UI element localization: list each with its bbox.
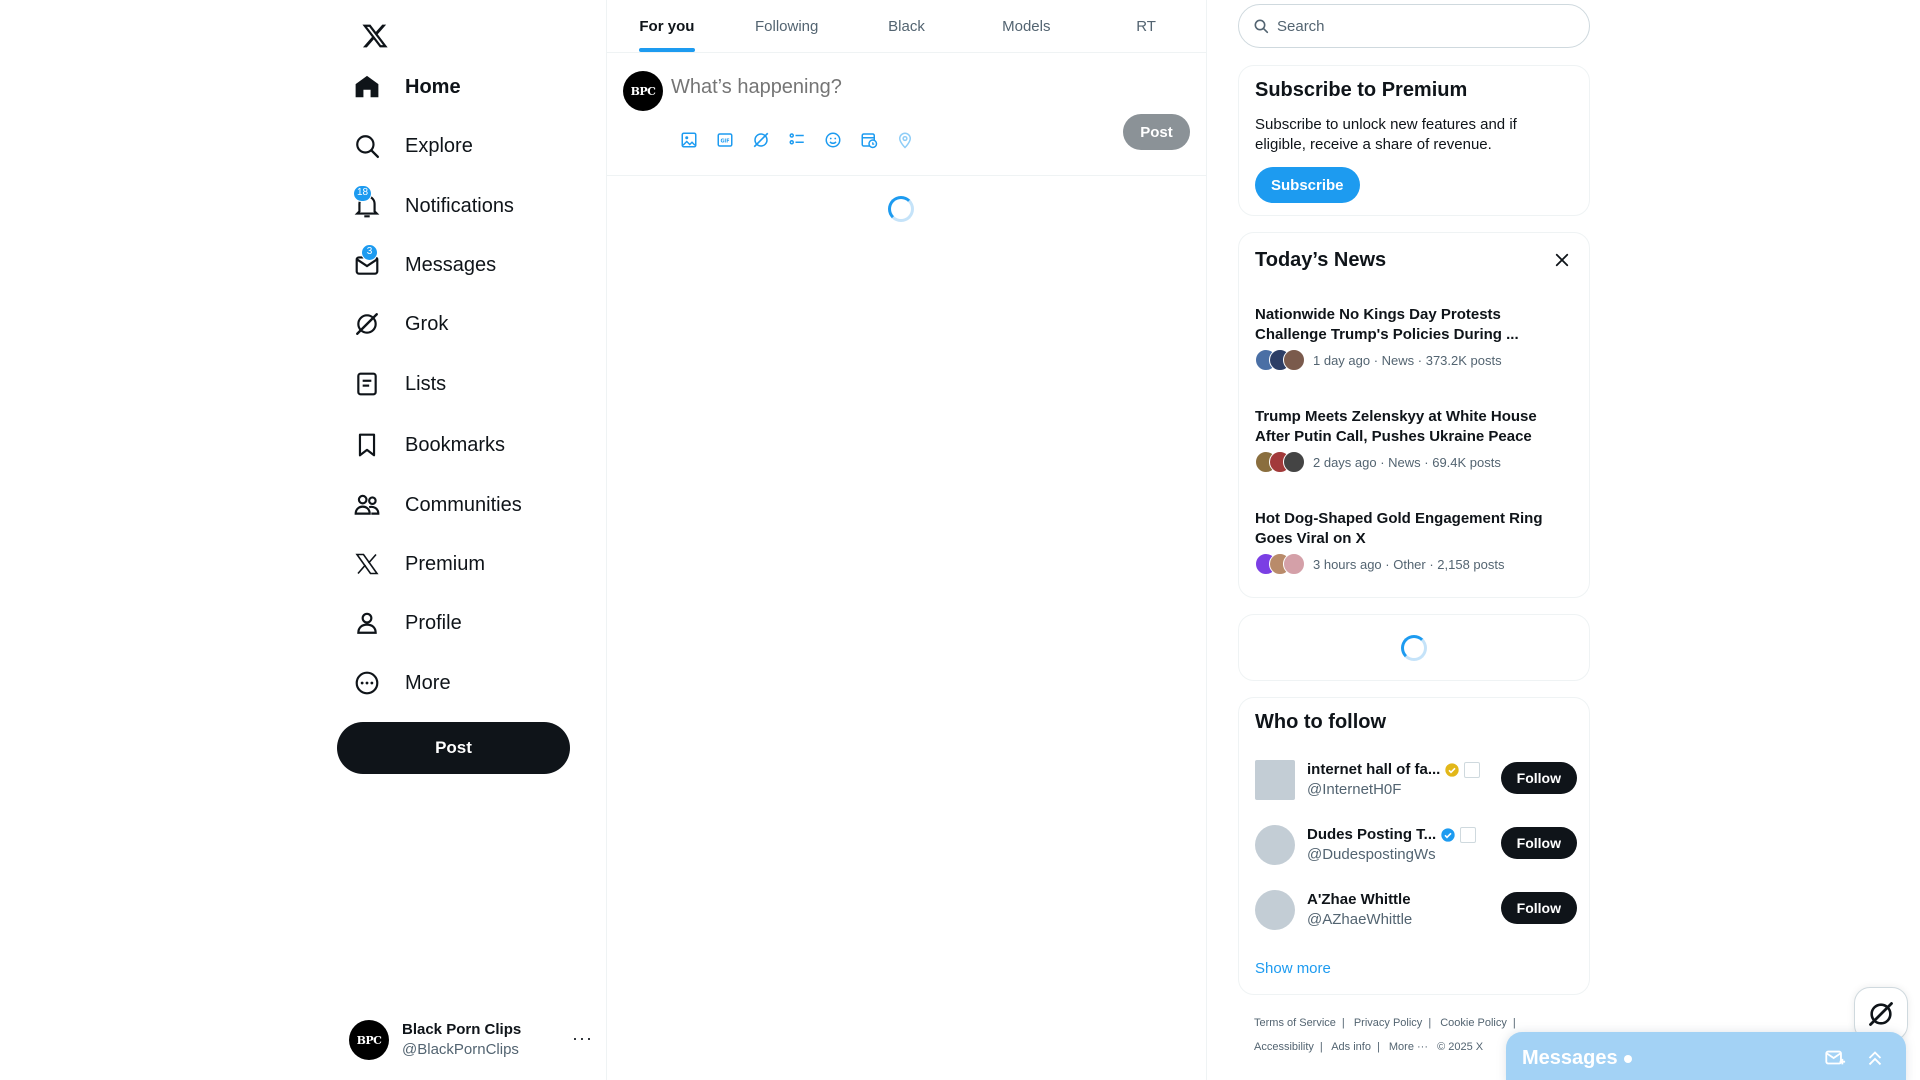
expand-icon[interactable] — [1864, 1047, 1886, 1069]
news-item[interactable] — [1255, 509, 1565, 575]
account-handle: @BlackPornClips — [402, 1041, 519, 1058]
follow-suggestion[interactable] — [1255, 888, 1575, 932]
notification-badge: 18 — [353, 185, 372, 202]
more-circle-icon — [349, 665, 385, 701]
affiliate-badge — [1460, 827, 1476, 843]
who-to-follow-card — [1238, 697, 1590, 995]
gold-verified-icon — [1444, 762, 1460, 778]
nav-label: Home — [405, 75, 461, 98]
search-icon — [349, 128, 385, 164]
nav-label: Notifications — [405, 194, 514, 217]
compose-post-button[interactable]: Post — [1123, 114, 1190, 150]
bookmark-icon — [349, 427, 385, 463]
nav-label: Premium — [405, 552, 486, 575]
follow-button[interactable]: Follow — [1501, 762, 1577, 794]
news-item[interactable] — [1255, 407, 1565, 473]
nav-item-explore[interactable] — [337, 121, 485, 171]
nav-label: Bookmarks — [405, 433, 506, 456]
main-feed — [606, 0, 1207, 1080]
avatar — [1255, 890, 1295, 930]
bell-icon — [349, 188, 385, 224]
nav-item-home[interactable] — [337, 62, 473, 112]
search-icon — [1253, 18, 1269, 34]
user-name: internet hall of fa... — [1307, 761, 1441, 778]
x-logo-icon — [349, 546, 385, 582]
news-item-title: Nationwide No Kings Day Protests Challenge Trump's Policies During ... — [1255, 306, 1519, 343]
loading-spinner — [1401, 635, 1427, 661]
composer-toolbar — [671, 122, 923, 158]
envelope-icon — [349, 247, 385, 283]
list-icon — [349, 366, 385, 402]
nav-label: Grok — [405, 312, 449, 335]
news-item-title: Hot Dog-Shaped Gold Engagement Ring Goes Viral on X — [1255, 510, 1543, 547]
more-icon[interactable]: ··· — [572, 1028, 593, 1048]
nav-label: Messages — [405, 253, 497, 276]
avatar — [1255, 760, 1295, 800]
footer-link-accessibility[interactable]: Accessibility — [1254, 1041, 1314, 1053]
follow-button[interactable]: Follow — [1501, 892, 1577, 924]
account-switcher[interactable] — [337, 1010, 605, 1070]
post-composer — [607, 53, 1206, 176]
nav-item-bookmarks[interactable] — [337, 420, 517, 470]
nav-item-messages[interactable] — [337, 240, 508, 290]
news-item[interactable] — [1255, 305, 1565, 371]
copyright: © 2025 X — [1437, 1041, 1484, 1053]
tab-black[interactable] — [847, 0, 967, 52]
show-more-link[interactable]: Show more — [1255, 960, 1331, 977]
left-sidebar — [337, 0, 605, 1080]
who-to-follow-title: Who to follow — [1255, 711, 1387, 733]
active-tab-indicator — [639, 48, 695, 52]
nav-item-more[interactable] — [337, 658, 463, 708]
compose-input[interactable] — [671, 76, 1171, 99]
user-name: A'Zhae Whittle — [1307, 891, 1411, 908]
nav-item-grok[interactable] — [337, 299, 460, 349]
account-name: Black Porn Clips — [402, 1021, 522, 1038]
feed-tabs — [607, 0, 1206, 53]
blue-verified-icon — [1440, 827, 1456, 843]
tab-rt[interactable] — [1086, 0, 1206, 52]
nav-label: Explore — [405, 134, 473, 157]
user-handle: @DudespostingWs — [1307, 846, 1436, 863]
affiliate-badge — [1464, 762, 1480, 778]
gif-icon[interactable] — [707, 122, 743, 158]
tab-label: RT — [1136, 17, 1156, 35]
premium-title: Subscribe to Premium — [1255, 79, 1468, 101]
message-badge: 3 — [361, 244, 378, 261]
nav-item-premium[interactable] — [337, 539, 497, 589]
svg-text:GIF: GIF — [720, 138, 730, 145]
poll-icon[interactable] — [779, 122, 815, 158]
news-avatars — [1255, 451, 1305, 473]
news-item-meta: 2 days ago · News · 69.4K posts — [1313, 454, 1501, 470]
avatar: BPC — [349, 1020, 389, 1060]
nav-item-notifications[interactable] — [337, 181, 526, 231]
emoji-icon[interactable] — [815, 122, 851, 158]
avatar: BPC — [623, 71, 663, 111]
tab-label: Black — [888, 17, 925, 35]
news-item-meta: 1 day ago · News · 373.2K posts — [1313, 352, 1502, 368]
news-item-meta: 3 hours ago · Other · 2,158 posts — [1313, 556, 1505, 572]
user-handle: @InternetH0F — [1307, 781, 1402, 798]
follow-button[interactable]: Follow — [1501, 827, 1577, 859]
people-icon — [349, 487, 385, 523]
news-card — [1238, 232, 1590, 598]
news-avatars — [1255, 349, 1305, 371]
nav-item-profile[interactable] — [337, 598, 474, 648]
user-name: Dudes Posting T... — [1307, 826, 1437, 843]
news-title: Today’s News — [1255, 249, 1387, 271]
user-handle: @AZhaeWhittle — [1307, 911, 1413, 928]
tab-for-you[interactable] — [607, 0, 727, 52]
nav-label: Profile — [405, 611, 462, 634]
follow-suggestion[interactable] — [1255, 758, 1575, 802]
tab-label: Following — [755, 17, 819, 35]
grok-icon — [349, 306, 385, 342]
image-icon[interactable] — [671, 122, 707, 158]
avatar — [1255, 825, 1295, 865]
premium-body: Subscribe to unlock new features and if eligible, receive a share of revenue. — [1255, 116, 1517, 153]
tab-models[interactable] — [966, 0, 1086, 52]
footer-link-privacy[interactable]: Privacy Policy — [1353, 1017, 1423, 1029]
post-button[interactable]: Post — [337, 722, 570, 774]
unread-dot — [1624, 1055, 1632, 1063]
tab-label: Models — [1002, 17, 1051, 35]
footer-link-cookie[interactable]: Cookie Policy — [1440, 1017, 1507, 1029]
location-icon[interactable] — [887, 122, 923, 158]
messages-drawer[interactable] — [1506, 1032, 1906, 1080]
footer-link-more[interactable]: More ··· — [1388, 1041, 1428, 1053]
footer-link-ads-info[interactable]: Ads info — [1331, 1041, 1371, 1053]
loading-spinner — [888, 196, 914, 222]
schedule-icon[interactable] — [851, 122, 887, 158]
grok-icon[interactable] — [743, 122, 779, 158]
tab-following[interactable] — [727, 0, 847, 52]
tab-label: For you — [639, 17, 695, 35]
home-icon — [349, 69, 385, 105]
grok-icon — [1867, 1000, 1895, 1028]
x-logo-icon[interactable] — [349, 10, 401, 62]
nav-label: Lists — [405, 372, 447, 395]
nav-item-lists[interactable] — [337, 359, 458, 409]
follow-suggestion[interactable] — [1255, 823, 1575, 867]
nav-label: More — [405, 671, 451, 694]
messages-drawer-title: Messages — [1522, 1047, 1618, 1069]
search-bar[interactable] — [1238, 4, 1590, 48]
loading-card — [1238, 614, 1590, 681]
nav-label: Communities — [405, 493, 522, 516]
footer-link-terms[interactable]: Terms of Service — [1254, 1017, 1336, 1029]
news-item-title: Trump Meets Zelenskyy at White House After Putin Call, Pushes Ukraine Peace — [1255, 408, 1537, 445]
right-sidebar — [1238, 0, 1590, 1080]
search-input[interactable] — [1277, 18, 1567, 35]
news-avatars — [1255, 553, 1305, 575]
footer-links: Terms of Service | Privacy Policy | Cookie Policy | Accessibility | Ads info | More ··· © 2025 X — [1254, 1017, 1516, 1053]
person-icon — [349, 605, 385, 641]
new-message-icon[interactable] — [1824, 1047, 1846, 1069]
subscribe-button[interactable]: Subscribe — [1255, 167, 1360, 203]
premium-card — [1238, 65, 1590, 216]
nav-item-communities[interactable] — [337, 480, 534, 530]
close-icon[interactable] — [1553, 251, 1571, 269]
